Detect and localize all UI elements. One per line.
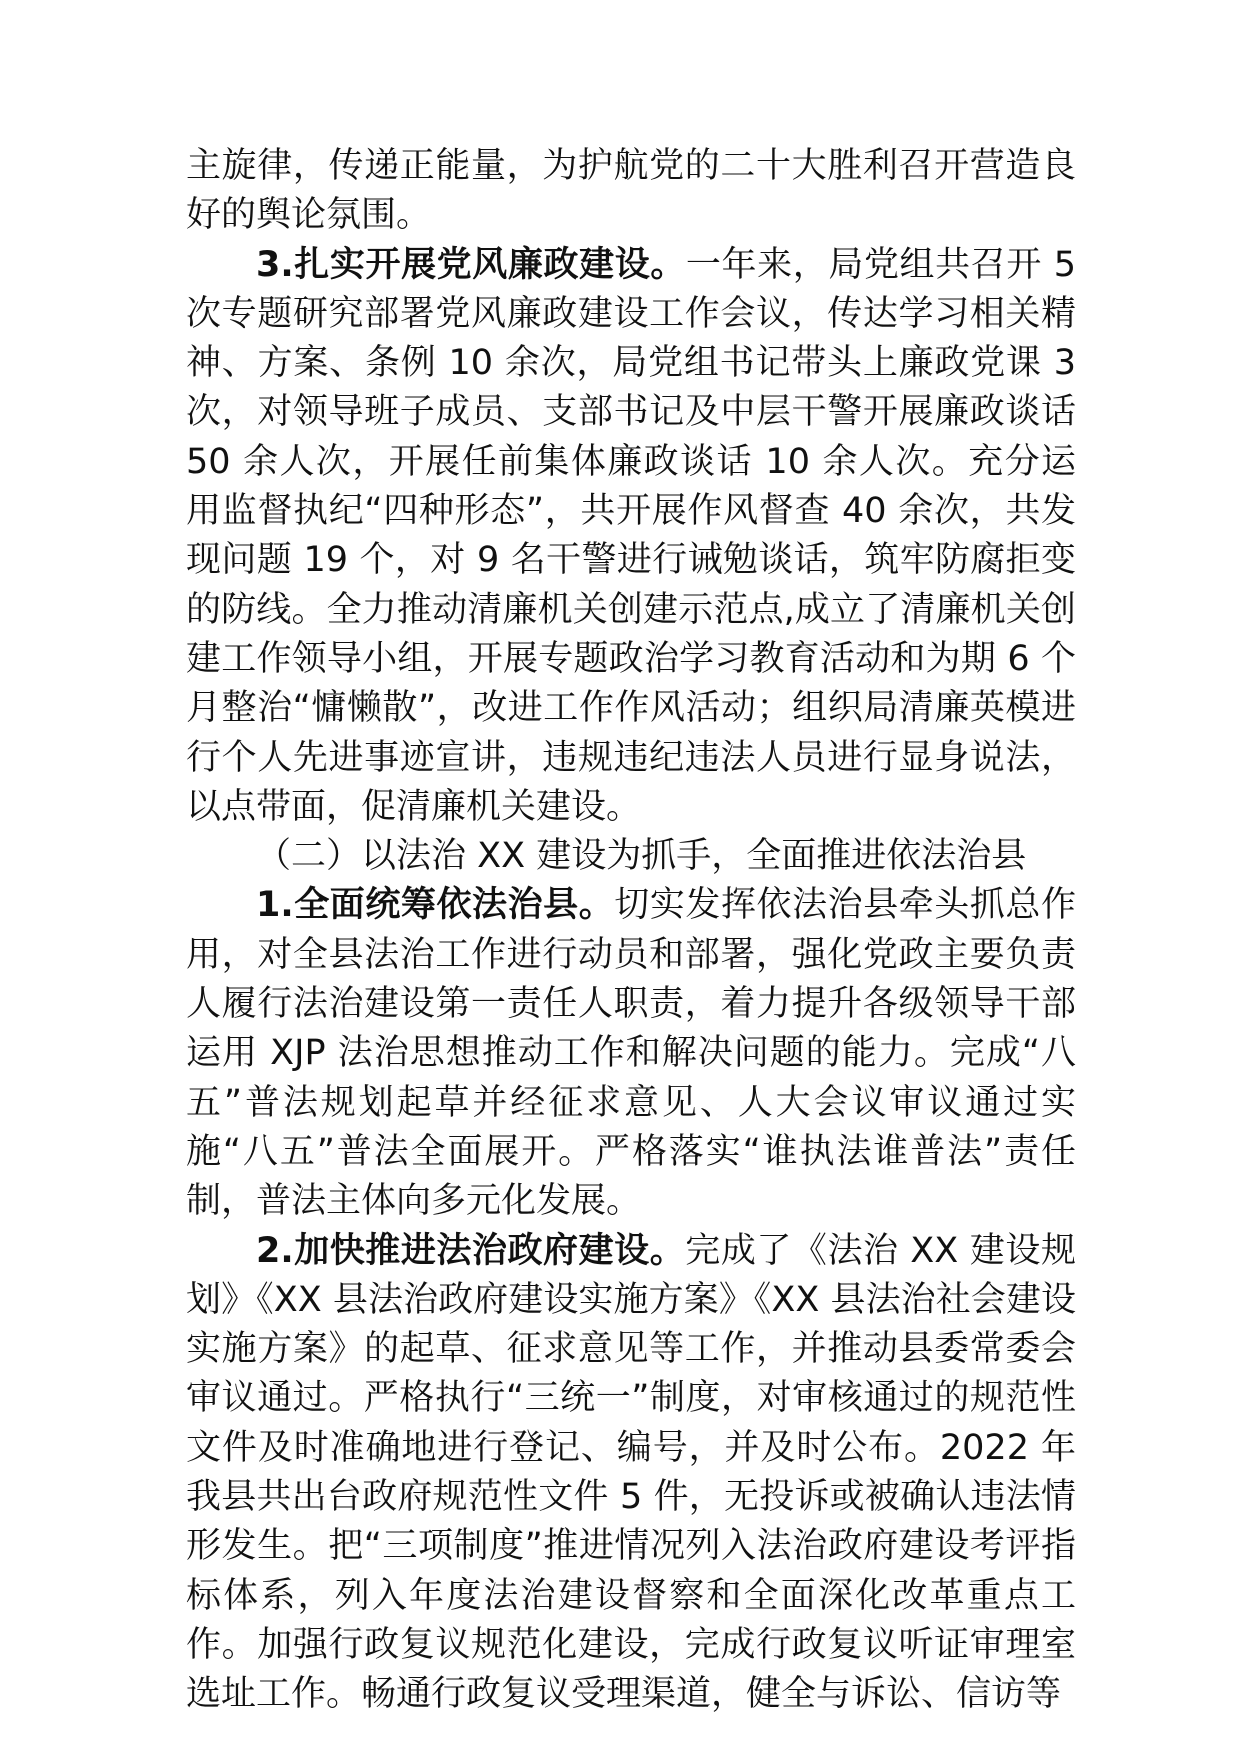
paragraph-heading: 3.扎实开展党风廉政建设。 bbox=[256, 244, 686, 285]
paragraph-rule-of-law bbox=[186, 881, 1076, 1226]
section-heading: （二）以法治 XX 建设为抓手，全面推进依法治县 bbox=[256, 836, 1027, 877]
document-page bbox=[186, 142, 1076, 1720]
paragraph-heading: 1.全面统筹依法治县。 bbox=[256, 885, 615, 926]
paragraph-party-integrity bbox=[186, 241, 1076, 833]
paragraph-government-construction bbox=[186, 1227, 1076, 1720]
paragraph-continuation: 主旋律，传递正能量，为护航党的二十大胜利召开营造良好的舆论氛围。 bbox=[186, 146, 1076, 236]
paragraph-body: 一年来，局党组共召开 5 次专题研究部署党风廉政建设工作会议，传达学习相关精神、方案、条例 10 余次，局党组书记带头上廉政党课 3 次，对领导班子成员、支部书记及中层干警开展廉政谈话 50 余人次，开展任前集体廉政谈话 10 余人次。充分运用监督执纪“四种形态”，共开展作风督查 40 余次，共发现问题 19 个，对 9 名干警进行诫勉谈话，筑牢防腐拒变的防线。全力推动清廉机关创建示范点,成立了清廉机关创建工作领导小组，开展专题政治学习教育活动和为期 6 个月整治“慵懒散”，改进工作作风活动；组织局清廉英模进行个人先进事迹宣讲，违规违纪违法人员进行显身说法，以点带面，促清廉机关建设。 bbox=[186, 244, 1076, 827]
paragraph-heading: 2.加快推进法治政府建设。 bbox=[256, 1230, 686, 1271]
paragraph-body: 切实发挥依法治县牵头抓总作用，对全县法治工作进行动员和部署，强化党政主要负责人履行法治建设第一责任人职责，着力提升各级领导干部运用 XJP 法治思想推动工作和解决问题的能力。完成“八五”普法规划起草并经征求意见、人大会议审议通过实施“八五”普法全面展开。严格落实“谁执法谁普法”责任制，普法主体向多元化发展。 bbox=[186, 885, 1076, 1222]
paragraph-body: 完成了《法治 XX 建设规划》《XX 县法治政府建设实施方案》《XX 县法治社会建设实施方案》的起草、征求意见等工作，并推动县委常委会审议通过。严格执行“三统一”制度，对审核通过的规范性文件及时准确地进行登记、编号，并及时公布。2022 年我县共出台政府规范性文件 5 件，无投诉或被确认违法情形发生。把“三项制度”推进情况列入法治政府建设考评指标体系，列入年度法治建设督察和全面深化改革重点工作。加强行政复议规范化建设，完成行政复议听证审理室选址工作。畅通行政复议受理渠道，健全与诉讼、信访等 bbox=[186, 1230, 1076, 1715]
